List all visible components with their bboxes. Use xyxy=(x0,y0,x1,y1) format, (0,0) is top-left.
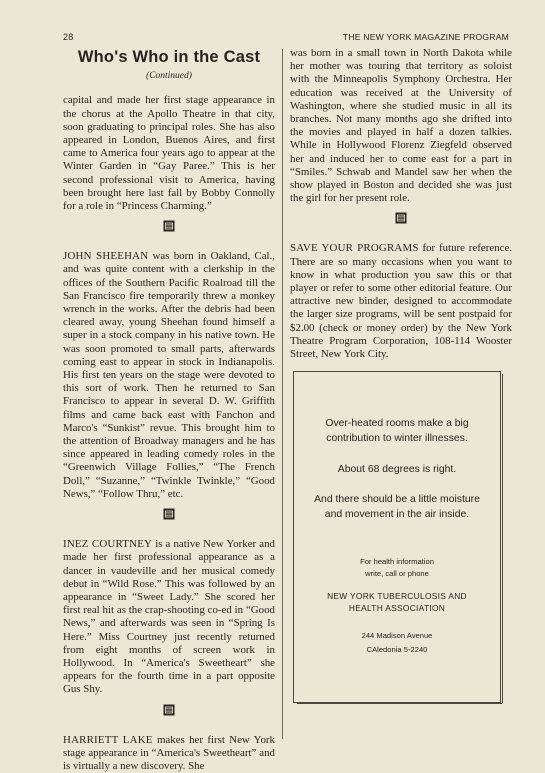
ad-phone: CAledonia 5-2240 xyxy=(366,644,428,654)
save-programs-text: for future reference. There are so many occasions when you want to know in what production you saw this or that player or refer to some other editorial feature. Our attractive new binder, designed to accommodate the larger size programs, will be sent postpaid for $2.00 (check or money order) by the New York Theatre Program Corporation, 108-114 Wooster Street, New York City. xyxy=(290,242,512,361)
theatre-ornament-icon xyxy=(163,508,175,520)
ad-temperature-line: About 68 degrees is right. xyxy=(337,463,457,475)
theatre-ornament-icon xyxy=(395,212,407,224)
right-column xyxy=(290,47,512,361)
ad-info-line-1: For health information xyxy=(360,556,434,566)
page-title: Who's Who in the Cast xyxy=(77,48,261,66)
bio-text-courtney: is a native New Yorker and made her first professional appearance as a dancer in vaudeville and her musical comedy debut in “Wild Rose.” This was followed by an appearance in “Sweet Lady.” She scored her first real hit as the crap-shooting co-ed in “Good News,” and afterwards was seen in “Spring Is Here.” Miss Courtney just recently returned from eight months of screen work in Hollywood. In “America's Sweetheart” she appears for the fourth time in a part opposite Gus Shy. xyxy=(63,538,275,696)
bio-name-sheehan: JOHN SHEEHAN xyxy=(63,250,149,263)
bio-courtney xyxy=(63,538,275,696)
ad-info-line-2: write, call or phone xyxy=(365,568,429,578)
ad-address: 244 Madison Avenue xyxy=(361,630,433,640)
bio-lake xyxy=(63,734,275,773)
bio-name-lake: HARRIETT LAKE xyxy=(63,733,153,746)
bio-name-courtney: INEZ COURTNEY xyxy=(63,538,153,551)
ad-moisture-line: And there should be a little moisture and movement in the air inside. xyxy=(314,494,480,521)
theatre-ornament-icon xyxy=(163,220,175,232)
save-programs-notice xyxy=(290,242,512,361)
bio-text-lake: makes her first New York stage appearance in “America's Sweetheart” and is virtually a new discovery. She xyxy=(63,733,275,772)
ad-shadow-rule-right xyxy=(502,374,503,703)
continued-label: (Continued) xyxy=(146,71,192,82)
ad-headline: Over-heated rooms make a big contribution to winter illnesses. xyxy=(325,418,469,444)
bio-paragraph-continued: capital and made her first stage appearance in the chorus at the Apollo Theatre in that city, soon graduating to principal roles. She has also appeared in London, Buenos Aires, and first came to America four years ago to appear at the Winter Garden in “Gay Paree.” This is her second professional visit to America, having been brought here last fall by Bobby Connolly for a role in “Princess Charming.” xyxy=(63,94,275,213)
ad-contact xyxy=(309,629,485,657)
bio-paragraph-lake-continued: was born in a small town in North Dakota while her mother was touring that territory as soloist with the Minneapolis Symphony Orchestra. Her education was received at the University of Washington, where she studied music in all its branches. Not many months ago she drifted into the movies and played in half a dozen talkies. While in Hollywood Florenz Ziegfeld observed her and induced her to come east for a part in “Smiles.” Schwab and Mandel saw her when the show played in Boston and decided she was just the girl for her present role. xyxy=(290,47,512,205)
bio-sheehan xyxy=(63,250,275,501)
column-divider xyxy=(282,49,283,739)
page-number: 28 xyxy=(63,32,74,42)
health-advertisement xyxy=(293,371,501,703)
ad-shadow-rule-bottom xyxy=(297,703,502,704)
theatre-ornament-icon xyxy=(163,704,175,716)
running-head: THE NEW YORK MAGAZINE PROGRAM xyxy=(342,32,509,42)
ad-organization: NEW YORK TUBERCULOSIS AND HEALTH ASSOCIATION xyxy=(327,590,467,613)
ad-info xyxy=(309,556,485,580)
save-programs-heading: SAVE YOUR PROGRAMS xyxy=(290,242,419,255)
bio-text-sheehan: was born in Oakland, Cal., and was quite content with a clerkship in the offices of the Southern Pacific Roalroad till the San Francisco fire temporarily threw a monkey wrench in the works. After the debris had been cleared away, young Sheehan found himself a super in a stock company in his native town. He was soon promoted to small parts, afterwards coming east to appear in stock in Indianapolis. His first ten years on the stage were devoted to this sort of work. Then he returned to San Francisco to appear in several D. W. Griffith films and came back east with Fanchon and Marco's “Sunkist” revue. This brought him to the attention of Broadway managers and he has since appeared in leading comedy roles in the “Greenwich Village Follies,” “The French Doll,” “Suzanne,” “Twinkle Twinkle,” “Good News,” “Follow Thru,” etc. xyxy=(63,250,276,500)
left-column xyxy=(63,47,275,773)
